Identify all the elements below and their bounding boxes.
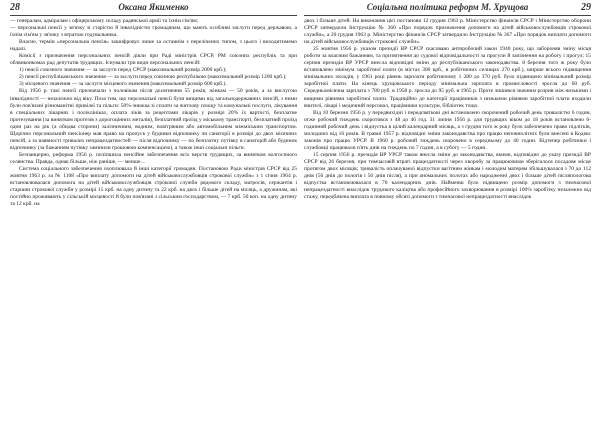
- running-head: Оксана Якименко: [118, 2, 189, 12]
- left-page: [10, 2, 297, 424]
- paragraph: Від 1956 р. такі пенсії призначали з чоловікам після досягнення 55 років, жінкам — 50 років, а за вислугою інвалідності — незалежно від віку. Поза тим, що персональні пенсії були вищими від загальнодержавних пенсій, з ними були пов'язані різноманітні привілеї та пільги: 50%-знижка зі сплати за житлову площу та комунальні послуги, лікування в спеціальних лікарнях і поліклініках, оплата ліків за рецептами лікарів у розмірі 20% їх вартості, безплатне протезування (за винятком протезів з дорогоцінних металів), безплатний проїзд у міському транспорті, безплатний проїзд один раз на рік (а обидва сторони) залізничним, водним, повітряним або автомобільним міжміським транспортом. Щорічно персональний пенсіонер мав право на пропуск у будинки відпочинку чи санаторії в розмірі до двох місячних пенсій, а за наявності тривалих непрацездатностей — після відпочинку — по безплатну путівку в санаторій або будинок відпочинку (за бажанням путівку замінили грошовою компенсацією), а також інші соціальні пільги.: [10, 88, 297, 151]
- paragraph: 2) пенсії республіканського значення — за заслуги перед союзною республікою (максимальний розмір 1200 крб.);: [19, 74, 287, 81]
- right-page-header: [304, 2, 591, 14]
- left-page-body: [10, 18, 297, 208]
- paragraph: 25 жовтня 1956 р. указом президії ВР СРСР скасовано антиробочий закон 1940 року, що забороняв зміну місця роботи за власним бажанням, та притягнення до судової відповідальності за прогули й запізнення на роботу і прогул; 15 серпня президія ВР УРСР внесла відповідні зміни до республіканського законодавства. 8 березня того ж року було встановлено мінімум заробітної плати (в містах 300 крб., в робітничих селищах 270 крб.), ширше всього підвищення мінімальних окладів, у 1961 році рівень зарплати робітничому 1 280 до 370 руб. було підвищено мінімальний розмір заробітної плати. На кінець хрущовського періоду мінімальна зарплата в промисловості зросла до 60 руб. Середньомісячна зарплата з 780 руб. в 1958 р. зросла до 95 руб. в 1965 р. Проте лишився значним розрив між низькими і вищими рівнями заробітної плати. Традиційно до категорії працівників з низькими рівнями заробітної плати входили вчителі, лікарі і медичний персонал, працівники культури, бібліотек тощо.: [304, 46, 591, 109]
- paragraph: — персональні пенсії у зв'язку зі старістю й інвалідністю громадянам, що мають особливі заслуги перед державою, а їхнім сім'ям у зв'язку з втратою годувальника.: [10, 25, 297, 39]
- paragraph: 1) пенсії союзного значення — за заслуги перед СРСР (максимальний розмір 2000 крб.);: [19, 67, 227, 74]
- paragraph: двох і більше дітей. На виконання цієї постанови 12 грудня 1963 р. Міністерство фінансів СРСР і Міністерство оборони СРСР затвердили Інструкцію № 360 «Про порядок призначення допомоги на дітей військовослужбовців строкової служби», а 20 грудня 1963 р. Міністерство фінансів СРСР затвердило Інструкцію № 367 «Про порядок виплати допомоги на дітей військовослужбовців строкової служби».: [304, 18, 591, 46]
- running-head: Соціальна політика реформ М. Хрущова: [366, 2, 529, 12]
- right-page: [304, 2, 591, 424]
- paragraph: Від 10 березня 1956 р. у передвихідні і передсвяткові дні встановлено скорочений робочий день тривалістю 6 годин, отже робочий тиждень скоротився з 48 до 46 год. 31 липня 1956 р. для трудящих віком до 18 років встановлено 6-годинний робочий день і відпустка в цілий календарний місяць, а з грудня того ж року було забезпечено право підлітків, молодших від 16 років. В травні 1957 р. відповідні зміни законодавства про працю неповнолітніх були внесені в Кодекс законів про працю УРСР. В 1960 р. робочий тиждень скорочено в середньому до 40 годин. Відтепер робітники і службовці працювали п'ять днів на тиждень по 7 годин, а в суботу — 5 годин.: [304, 109, 591, 151]
- right-page-body: [304, 18, 591, 201]
- left-page-header: [10, 2, 297, 14]
- page-number: 29: [581, 2, 591, 13]
- header-rule: [304, 15, 591, 16]
- paragraph: — генералам, адміралам і офіцерському складу радянської армії та їхнім сім'ям;: [10, 18, 199, 24]
- paragraph: Комісії з призначення персональних пенсій діяли при Раді міністрів СРСР, РМ союзних республік та при облвиконкомах рад депутатів трудящих. Існували три види персональних пенсій:: [10, 53, 297, 67]
- paragraph: Безпанцерно, реформа 1956 р. поліпшила пенсійне забезпечення всіх верств трудящих, за винятком колгоспного селянства. Правда, однак більше, ніж раніше, — менше…: [10, 151, 297, 165]
- paragraph: Система соціального забезпечення охоплювала й інші категорії громадян. Постановою Ради міністрів СРСР від 25 жовтня 1963 р. за № 1108 «Про виплату допомоги на дітей військовослужбовців строкової служби» з 1 січня 1964 р. встановлювалася допомога на дітей військовослужбовців строкової служби рядового складу, матросів, сержантів і старшин строкової служби у розмірі 15 крб. на одну дитину та 22 крб. на двох і більше дітей на місяць, а дружинам, які постійно проживають у сільській місцевості й були пов'язані з сільським господарством, — 7 крб. 50 коп. на одну дитину та 12 крб. на: [10, 165, 297, 208]
- page-number: 28: [10, 2, 20, 13]
- paragraph: 15 серпня 1956 р. президія ВР УРСР також внесла зміни до законодавства, якими, відповідно до указу президії ВР СРСР від 26 березня, при тимчасовій втраті працездатності через хворобу за працюючими зберігалося посадове місце протягом двох місяців; тривалість оплачуваної відпустки вагітним жінкам і молодим матерям збільшувалася з 70 до 112 днів (56 днів до пологів і 56 днів після), а при аномальних пологах або народженні двох і більше дітей післяпологова відпустка встановлювалася в 70 календарних днів. Найменш було підвищено розмір допомоги з тимчасової непрацездатності внаслідок трудового каліцтва або професійного захворювання в розмірі 100% заробітку незалежно від стажу, передбачена виплата в повному обсязі допомоги з тимчасової непрацездатності внаслідок: [304, 151, 591, 201]
- paragraph: Власне, термін «персональна пенсія» зашифровує лише за останнім з перелічених типом, з цього і виходитимемо надалі.: [10, 39, 297, 53]
- header-rule: [10, 15, 297, 16]
- paragraph: 3) місцевого значення — за заслуги місцевого значення (максимальний розмір 600 крб.).: [19, 81, 227, 88]
